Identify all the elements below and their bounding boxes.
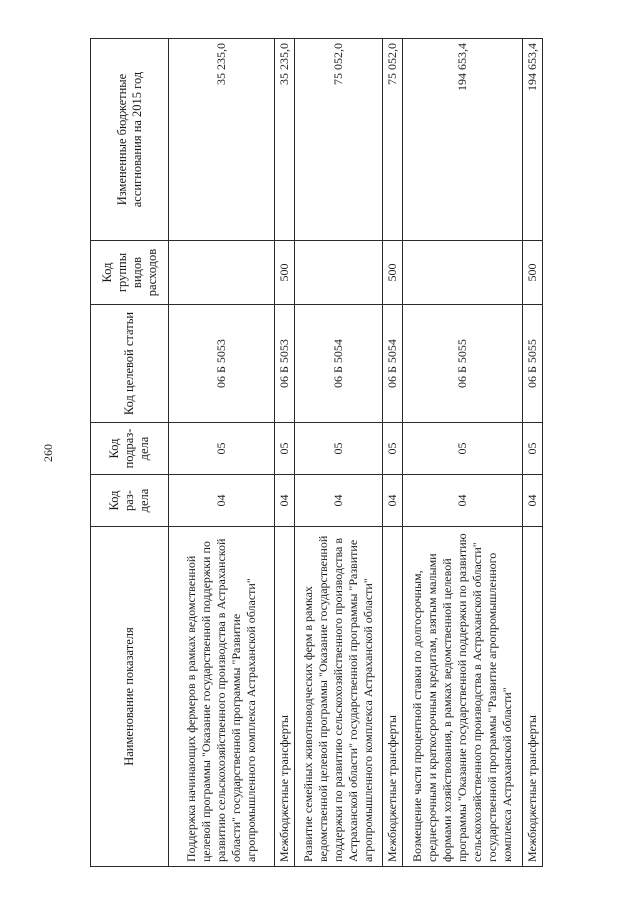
- row-target: 06 Б 5054: [295, 305, 383, 423]
- row-name: Поддержка начинающих фермеров в рамках ведомственной целевой программы "Оказание государственной поддержки по развитию сельскохозяйственного производства в Астраханской области" государственной программы "Развитие агропромышленного комплекса Астраханской области": [169, 527, 275, 867]
- table-row: [403, 39, 523, 867]
- header-name: Наименование показателя: [91, 527, 169, 867]
- row-name: Межбюджетные трансферты: [383, 527, 403, 867]
- row-amount: 75 052,0: [383, 39, 403, 241]
- row-amount: 35 235,0: [275, 39, 295, 241]
- table-row: [295, 39, 383, 867]
- row-amount: 35 235,0: [169, 39, 275, 241]
- row-section: 04: [383, 475, 403, 527]
- row-expense-group: 500: [523, 241, 543, 305]
- row-expense-group: [403, 241, 523, 305]
- row-target: 06 Б 5055: [523, 305, 543, 423]
- row-name: Межбюджетные трансферты: [523, 527, 543, 867]
- table-header-row: [91, 39, 169, 867]
- row-target: 06 Б 5054: [383, 305, 403, 423]
- row-subsection: 05: [169, 423, 275, 475]
- row-amount: 75 052,0: [295, 39, 383, 241]
- row-section: 04: [169, 475, 275, 527]
- row-expense-group: 500: [383, 241, 403, 305]
- row-amount: 194 653,4: [403, 39, 523, 241]
- table-row: [169, 39, 275, 867]
- row-target: 06 Б 5053: [275, 305, 295, 423]
- table-row: [523, 39, 543, 867]
- table-row: [383, 39, 403, 867]
- row-section: 04: [403, 475, 523, 527]
- table-row: [275, 39, 295, 867]
- row-subsection: 05: [523, 423, 543, 475]
- budget-table-container: [90, 39, 539, 867]
- row-subsection: 05: [275, 423, 295, 475]
- row-name: Межбюджетные трансферты: [275, 527, 295, 867]
- row-name: Возмещение части процентной ставки по долгосрочным, среднесрочным и краткосрочным кредитам, взятым малыми формами хозяйствования, в рамках ведомственной целевой программы "Оказание государственной поддержки по развитию сельскохозяйственного производства в Астраханской области" государственной программы "Развитие агропромышленного комплекса Астраханской области": [403, 527, 523, 867]
- header-section: Код раз-дела: [91, 475, 169, 527]
- header-subsection: Код подраз-дела: [91, 423, 169, 475]
- budget-table: [90, 38, 543, 867]
- row-amount: 194 653,4: [523, 39, 543, 241]
- header-amount: Измененные бюджетные ассигнования на 2015 год: [91, 39, 169, 241]
- row-section: 04: [523, 475, 543, 527]
- page-number: 260: [41, 444, 55, 462]
- row-expense-group: 500: [275, 241, 295, 305]
- row-subsection: 05: [383, 423, 403, 475]
- row-section: 04: [295, 475, 383, 527]
- row-expense-group: [295, 241, 383, 305]
- row-section: 04: [275, 475, 295, 527]
- row-subsection: 05: [403, 423, 523, 475]
- row-target: 06 Б 5055: [403, 305, 523, 423]
- row-expense-group: [169, 241, 275, 305]
- row-subsection: 05: [295, 423, 383, 475]
- header-expense-group: Код группы видов расходов: [91, 241, 169, 305]
- header-target: Код целевой статьи: [91, 305, 169, 423]
- row-name: Развитие семейных животноводческих ферм в рамках ведомственной целевой программы "Оказание государственной поддержки по развитию сельскохозяйственного производства в Астраханской области" государственной программы "Развитие агропромышленного комплекса Астраханской области": [295, 527, 383, 867]
- row-target: 06 Б 5053: [169, 305, 275, 423]
